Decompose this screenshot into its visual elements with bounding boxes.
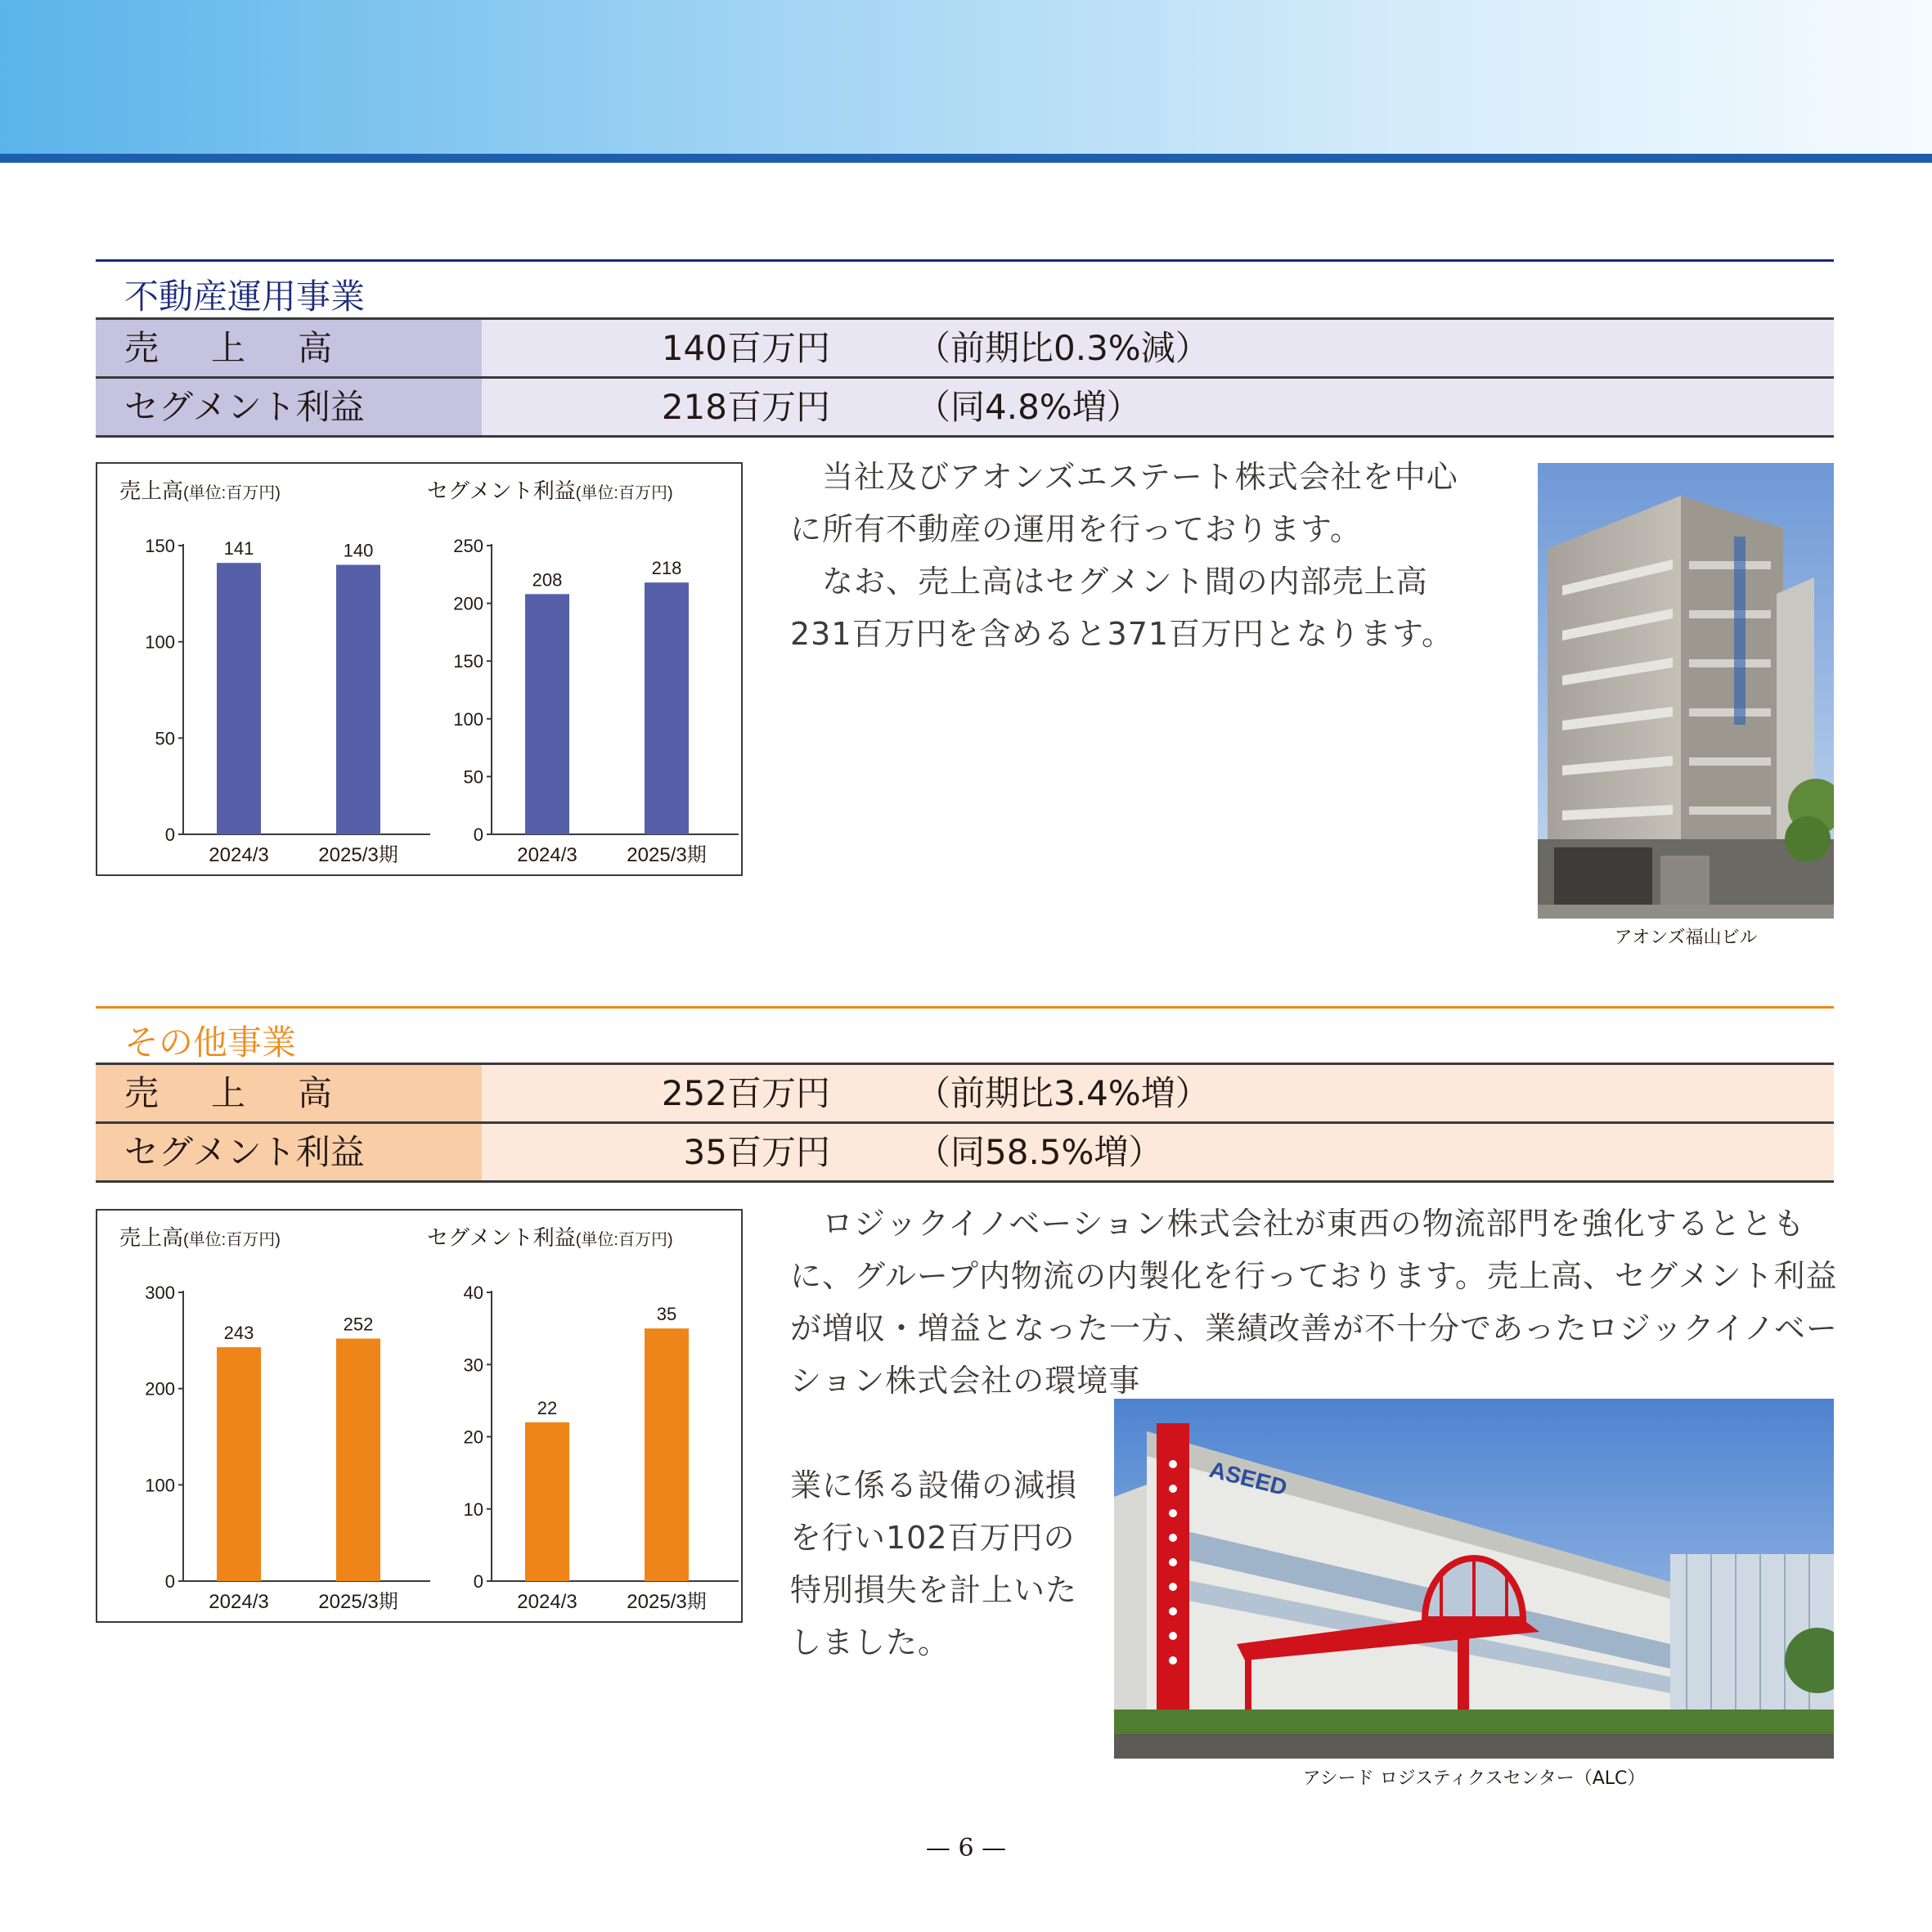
section2-rule xyxy=(96,1006,1834,1009)
section2-sales-value xyxy=(482,1065,1834,1121)
bar-value-label: 35 xyxy=(656,1304,677,1325)
bar xyxy=(336,565,380,834)
y-tick-label: 10 xyxy=(463,1498,483,1520)
chart-title xyxy=(119,479,281,503)
x-category-label: 2025/3期 xyxy=(318,844,398,866)
sales-label-text: 売上高 xyxy=(124,1073,385,1113)
bar-value-label: 140 xyxy=(343,540,374,561)
y-tick-label: 50 xyxy=(155,728,175,749)
section1-row-sales xyxy=(96,317,1834,379)
section1-title: 不動産運用事業 xyxy=(124,276,366,317)
chart-title xyxy=(427,1225,673,1250)
x-category-label: 2024/3 xyxy=(209,1591,269,1613)
y-tick-label: 150 xyxy=(145,536,175,556)
section2-description-wide xyxy=(790,1197,1853,1407)
section2-photo-caption: アシード ロジスティクスセンター（ALC） xyxy=(1302,1768,1646,1789)
section2-sales-amount: 252百万円 xyxy=(661,1073,830,1113)
y-tick-label: 0 xyxy=(473,1571,483,1592)
y-tick-label: 200 xyxy=(145,1378,175,1400)
bar xyxy=(336,1338,380,1581)
section1-sales-amount: 140百万円 xyxy=(661,328,830,368)
chart-title xyxy=(427,479,673,503)
bar xyxy=(645,582,689,834)
page-number: — 6 — xyxy=(925,1834,1007,1862)
chart-title xyxy=(119,1225,281,1250)
y-tick-label: 150 xyxy=(453,651,483,672)
section2-profit-amount: 35百万円 xyxy=(683,1132,830,1172)
aseed-sign: ASEED xyxy=(1206,1456,1290,1501)
y-tick-label: 100 xyxy=(453,708,483,730)
y-tick-label: 0 xyxy=(164,824,175,845)
section2-row-sales xyxy=(96,1063,1834,1124)
section1-sales-note: （前期比0.3%減） xyxy=(916,328,1210,368)
section2-paragraph-wide: ロジックイノベーション株式会社が東西の物流部門を強化するとともに、グループ内物流の内製化を行っております。売上高、セグメント利益が増収・増益となった一方、業績改善が不十分であったロジックイノベーション株式会社の環境事 xyxy=(790,1206,1838,1399)
section2-sales-note: （前期比3.4%増） xyxy=(916,1073,1210,1113)
header-banner xyxy=(0,0,1932,154)
y-tick-label: 100 xyxy=(145,631,175,653)
section2-row-profit xyxy=(96,1124,1834,1183)
section1-rule xyxy=(96,259,1834,262)
bar-value-label: 243 xyxy=(223,1323,254,1344)
bar xyxy=(525,1422,569,1581)
x-category-label: 2024/3 xyxy=(517,1591,577,1613)
chart-title-unit: (単位:百万円) xyxy=(183,484,281,502)
bar xyxy=(525,594,569,834)
section1-profit-value xyxy=(482,379,1834,435)
y-tick-label: 100 xyxy=(145,1475,175,1496)
section2-summary-table xyxy=(96,1063,1834,1183)
bar-value-label: 141 xyxy=(223,538,254,559)
section2-paragraph-narrow: 業に係る設備の減損を行い102百万円の特別損失を計上いたしました。 xyxy=(790,1467,1078,1660)
section1-summary-table xyxy=(96,317,1834,438)
section2-charts-svg xyxy=(97,1211,744,1624)
x-category-label: 2025/3期 xyxy=(318,1591,398,1613)
header-banner-line xyxy=(0,154,1932,163)
chart-title-main: 売上高 xyxy=(119,1225,184,1250)
x-category-label: 2025/3期 xyxy=(627,844,707,866)
chart-title-main: セグメント利益 xyxy=(427,1225,576,1250)
section2-profit-value xyxy=(482,1124,1834,1180)
bar-value-label: 218 xyxy=(651,558,682,579)
section1-photo-caption: アオンズ福山ビル xyxy=(1614,928,1758,948)
x-category-label: 2024/3 xyxy=(209,844,269,866)
section2-title: その他事業 xyxy=(124,1022,297,1063)
chart-title-unit: (単位:百万円) xyxy=(575,1231,673,1249)
aseed-logistics-center-photo xyxy=(1114,1399,1834,1759)
y-tick-label: 20 xyxy=(463,1427,483,1448)
aons-fukuyama-building-photo xyxy=(1538,463,1834,919)
section2-description-narrow xyxy=(790,1459,1093,1669)
section2-profit-note: （同58.5%増） xyxy=(916,1132,1163,1172)
bar xyxy=(217,563,261,834)
section1-profit-note: （同4.8%増） xyxy=(916,387,1141,427)
section1-paragraph-2: なお、売上高はセグメント間の内部売上高231百万円を含めると371百万円となります。 xyxy=(790,564,1454,652)
y-tick-label: 40 xyxy=(463,1283,483,1303)
chart-title-unit: (単位:百万円) xyxy=(575,484,673,502)
chart-title-unit: (単位:百万円) xyxy=(183,1231,281,1249)
x-category-label: 2024/3 xyxy=(517,844,577,866)
section1-profit-label: セグメント利益 xyxy=(96,379,482,435)
section1-sales-value xyxy=(482,320,1834,376)
section2-chart-box xyxy=(96,1209,743,1623)
section1-chart-box xyxy=(96,462,743,876)
bar-value-label: 208 xyxy=(532,569,563,591)
y-tick-label: 250 xyxy=(453,536,483,556)
x-category-label: 2025/3期 xyxy=(627,1591,707,1613)
section1-description xyxy=(790,451,1461,660)
y-tick-label: 200 xyxy=(453,593,483,614)
bar xyxy=(645,1328,689,1581)
y-tick-label: 0 xyxy=(164,1571,175,1592)
chart-title-main: セグメント利益 xyxy=(427,479,576,503)
sales-label-text: 売上高 xyxy=(124,328,385,368)
section1-paragraph-1: 当社及びアオンズエステート株式会社を中心に所有不動産の運用を行っております。 xyxy=(790,459,1458,547)
bar-value-label: 22 xyxy=(537,1397,558,1418)
y-tick-label: 50 xyxy=(463,766,483,788)
chart-title-main: 売上高 xyxy=(119,479,184,503)
y-tick-label: 30 xyxy=(463,1355,483,1376)
section2-sales-label xyxy=(96,1065,482,1121)
y-tick-label: 300 xyxy=(145,1283,175,1303)
y-tick-label: 0 xyxy=(473,824,483,845)
section1-sales-label xyxy=(96,320,482,376)
section1-charts-svg xyxy=(97,464,744,878)
section1-profit-amount: 218百万円 xyxy=(661,387,830,427)
bar xyxy=(217,1347,261,1581)
section2-profit-label: セグメント利益 xyxy=(96,1124,482,1180)
section1-row-profit xyxy=(96,379,1834,438)
bar-value-label: 252 xyxy=(343,1314,374,1335)
